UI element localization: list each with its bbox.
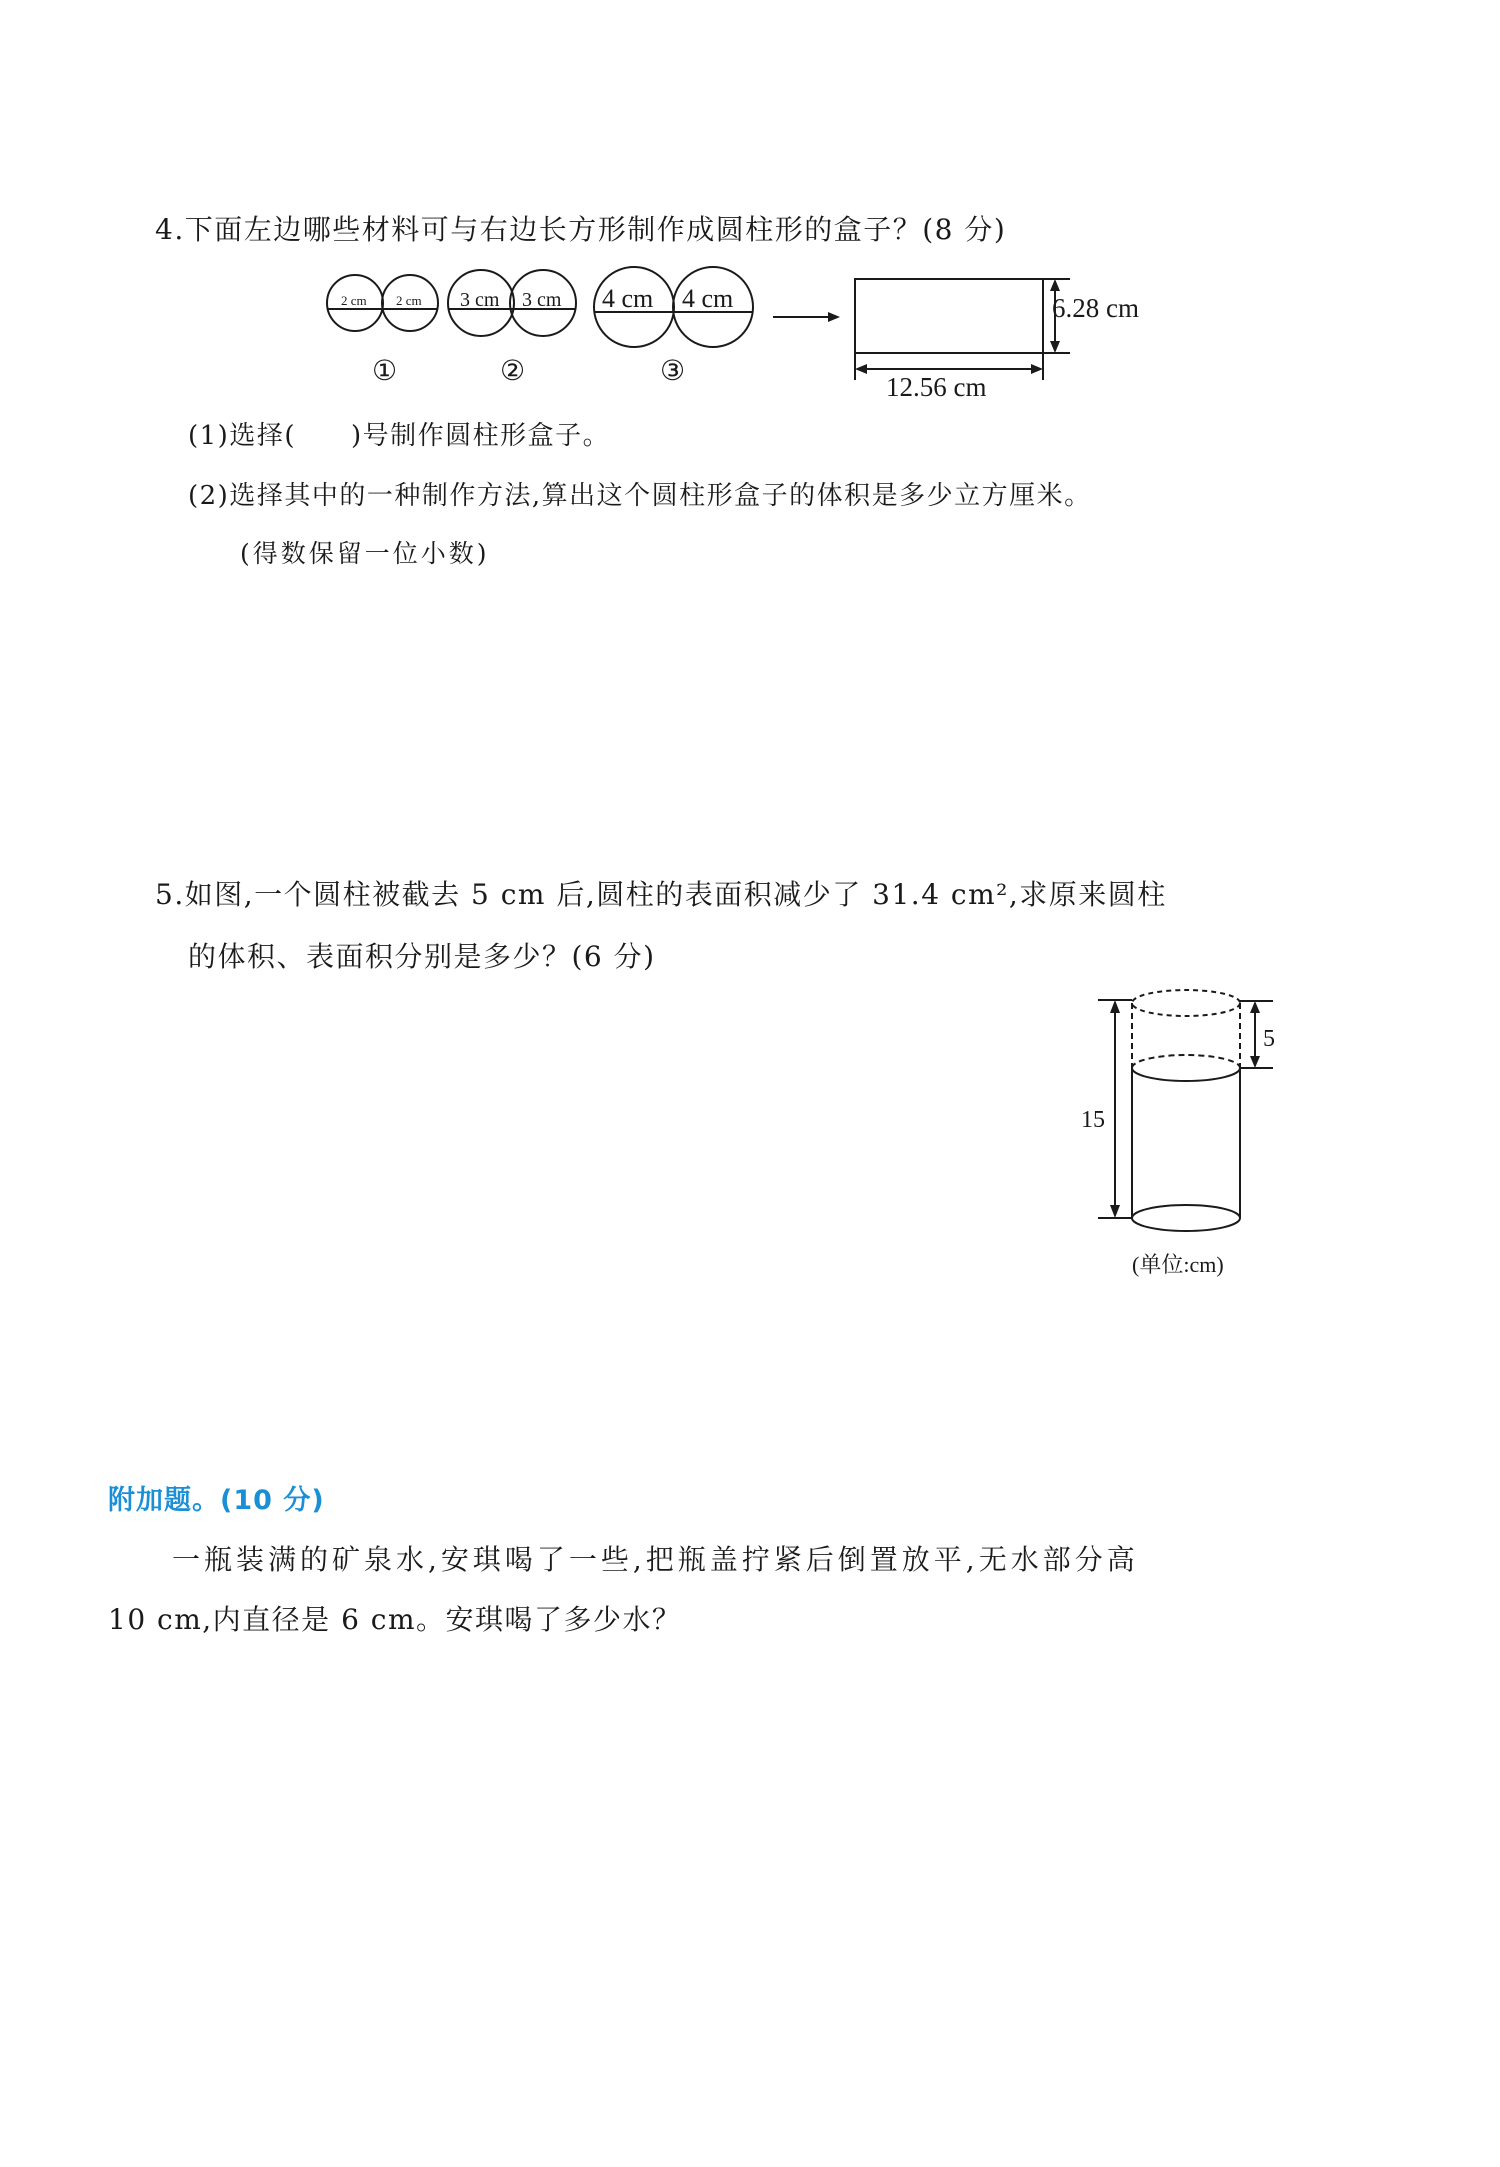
q4-part2-note: (得数保留一位小数) — [240, 539, 490, 568]
q4-question: 4.下面左边哪些材料可与右边长方形制作成圆柱形的盒子？(8 分) — [155, 213, 1007, 246]
total-height-label: 15 — [1081, 1107, 1105, 1133]
unit-label: (单位:cm) — [1132, 1252, 1224, 1277]
rect-height-label: 6.28 cm — [1052, 293, 1139, 323]
q4-figure — [310, 265, 1190, 400]
circle-label: 4 cm — [602, 284, 654, 313]
bonus-line1: 一瓶装满的矿泉水,安琪喝了一些,把瓶盖拧紧后倒置放平,无水部分高 — [172, 1543, 1139, 1576]
circle-label: 2 cm — [396, 293, 422, 308]
option-number: ③ — [660, 356, 686, 387]
q4-part2: (2)选择其中的一种制作方法,算出这个圆柱形盒子的体积是多少立方厘米。 — [188, 481, 1092, 511]
circle-label: 3 cm — [460, 289, 500, 311]
q4-part1: (1)选择( )号制作圆柱形盒子。 — [188, 421, 611, 451]
q5-question-line1: 5.如图,一个圆柱被截去 5 cm 后,圆柱的表面积减少了 31.4 cm²,求原来圆柱 — [155, 878, 1167, 911]
q5-question-line2: 的体积、表面积分别是多少？(6 分) — [188, 940, 656, 973]
cut-height-label: 5 — [1263, 1026, 1275, 1052]
option-number: ② — [500, 356, 526, 387]
q5-cylinder-figure — [1070, 980, 1300, 1290]
circle-label: 3 cm — [522, 289, 562, 311]
circle-label: 2 cm — [341, 293, 367, 308]
bonus-line2: 10 cm,内直径是 6 cm。安琪喝了多少水？ — [108, 1603, 682, 1636]
circle-label: 4 cm — [682, 284, 734, 313]
option-number: ① — [372, 356, 398, 387]
bonus-heading: 附加题。(10 分) — [108, 1485, 325, 1516]
rect-width-label: 12.56 cm — [886, 372, 987, 400]
